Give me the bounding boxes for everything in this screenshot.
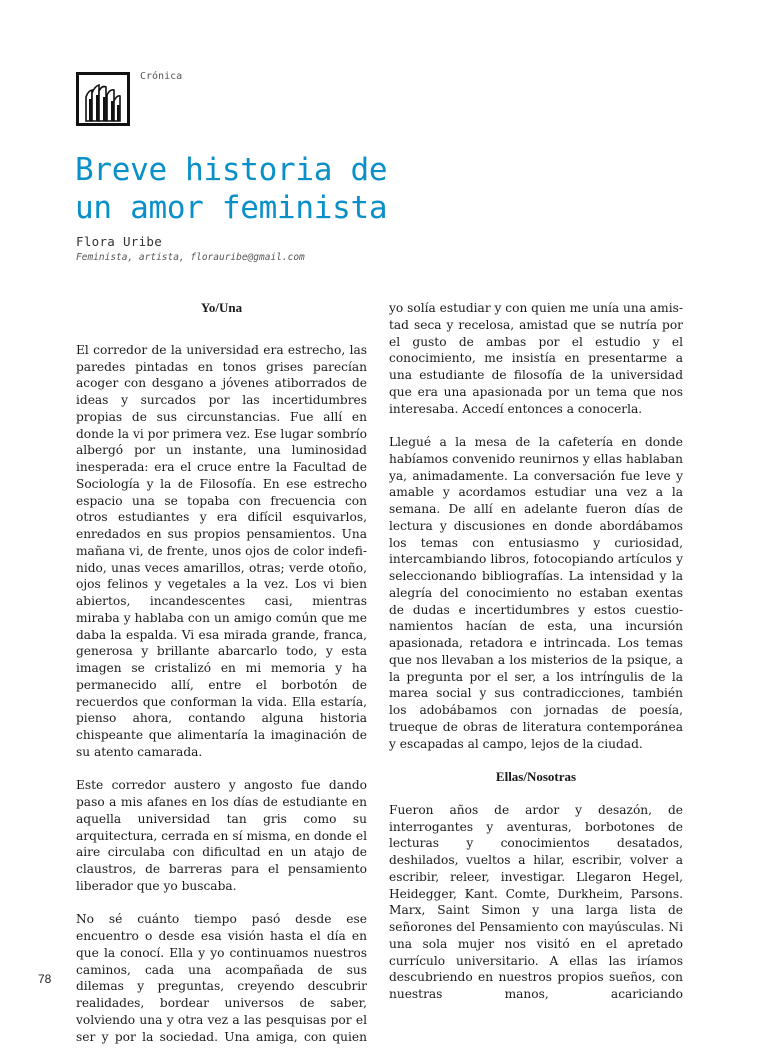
paragraph: yo solía estudiar y con quien me unía una amistad seca y recelosa, amistad que se nutría por el gusto de ambas por el estudio y el conocimiento, me insistía en presentarme a una estudiante de filosofía de la universidad que era una apasionada por un tema que nos interesaba. Accedí entonces a conocerla.: [389, 301, 683, 416]
paragraph: Este corredor austero y angosto fue dando paso a mis afanes en los días de estudiante en aquella universidad tan gris como su arquitectura, cerrada en sí misma, en donde el aire circulaba con dificultad en un atajo de claustros, de barreras para el pensamiento liberador que yo buscaba.: [76, 778, 367, 893]
paragraph: Llegué a la mesa de la cafetería en donde habíamos convenido reunirnos y ellas hablaban ya, animadamente. La conversación fue leve y amable y acordamos estudiar una vez a la semana. De allí en adelante fueron días de lectura y discusiones en donde abordábamos los temas con entusiasmo y curiosidad, intercambiando libros, fotocopiando artículos y seleccionando bibliografías. La intensidad y la alegría del conocimiento no estaban exentas de dudas e incertidumbres y estos cuestionamientos hacían de esta, una incursión apasionada, retadora e intrincada. Los temas que nos llevaban a los misterios de la psique, a la pregunta por el ser, a los intríngulis de la marea social y sus contradicciones, también los adobábamos con jornadas de poesía, trueque de obras de literatura contemporánea y escapadas al campo, lejos de la ciudad.: [389, 435, 683, 751]
title-line-2: un amor feminista: [75, 190, 388, 226]
title-line-1: Breve historia de: [75, 152, 388, 188]
author-name: Flora Uribe: [76, 234, 163, 249]
left-column: [76, 300, 367, 1062]
section-heading-yo-una: Yo/Una: [200, 300, 243, 315]
right-column: [389, 300, 683, 1020]
columns-building-icon: [76, 72, 130, 126]
section-heading-ellas-nosotras: Ellas/Nosotras: [495, 769, 577, 784]
paragraph: El corredor de la universidad era estrecho, las paredes pintadas en tonos grises parecían acoger con desgano a jóvenes atiborrados de ideas y surcados por las incertidumbres propias de sus circunstancias. Fue allí en donde la vi por primera vez. Ese lugar sombrío albergó por un instante, una luminosidad inesperada: era el cruce entre la Facultad de Sociología y la de Filosofía. En ese estrecho espacio una se topaba con frecuencia con otros estudiantes y era difícil esquivarlos, enredados en sus propios pensamientos. Una mañana vi, de frente, unos ojos de color indefinido, unas veces amarillos, otras; verde otoño, ojos felinos y vegetales a la vez. Los vi bien abiertos, incandescentes casi, mientras miraba y hablaba con un amigo común que me daba la espalda. Vi esa mirada grande, franca, generosa y brillante abarcarlo todo, y esta imagen se cristalizó en mi memoria y ha permanecido allí, entre el borbotón de recuerdos que conforman la vida. Ella estaría, pienso ahora, contando alguna historia chispeante que alimentaría la imaginación de su atento camarada.: [76, 342, 367, 759]
paragraph: No sé cuánto tiempo pasó desde ese encuentro o desde esa visión hasta el día en que la conocí. Ella y yo continuamos nuestros caminos, cada una acompañada de sus dilemas y preguntas, creyendo descubrir realidades, bordear universos de saber, volviendo una y otra vez a las pesquisas por el ser y por la sociedad. Una amiga, con quien: [76, 912, 367, 1044]
article-title: [75, 151, 387, 227]
author-info: Feminista, artista, florauribe@gmail.com: [76, 252, 305, 263]
paragraph: Fueron años de ardor y desazón, de interrogantes y aventuras, borbotones de lecturas y conocimientos desatados, deshilados, vueltos a hilar, escribir, volver a escribir, releer, investigar. Llegaron Hegel, Heidegger, Kant. Comte, Durkheim, Parsons. Marx, Saint Simon y una larga lista de señorones del Pensamiento con mayúsculas. Ni una sola mujer nos visitó en el apretado currículo universitario. A ellas las iríamos descubriendo en nuestros propios sueños, con nuestras manos, acariciando: [389, 802, 683, 1001]
page-number: 78: [38, 972, 52, 986]
section-label: Crónica: [140, 71, 183, 82]
